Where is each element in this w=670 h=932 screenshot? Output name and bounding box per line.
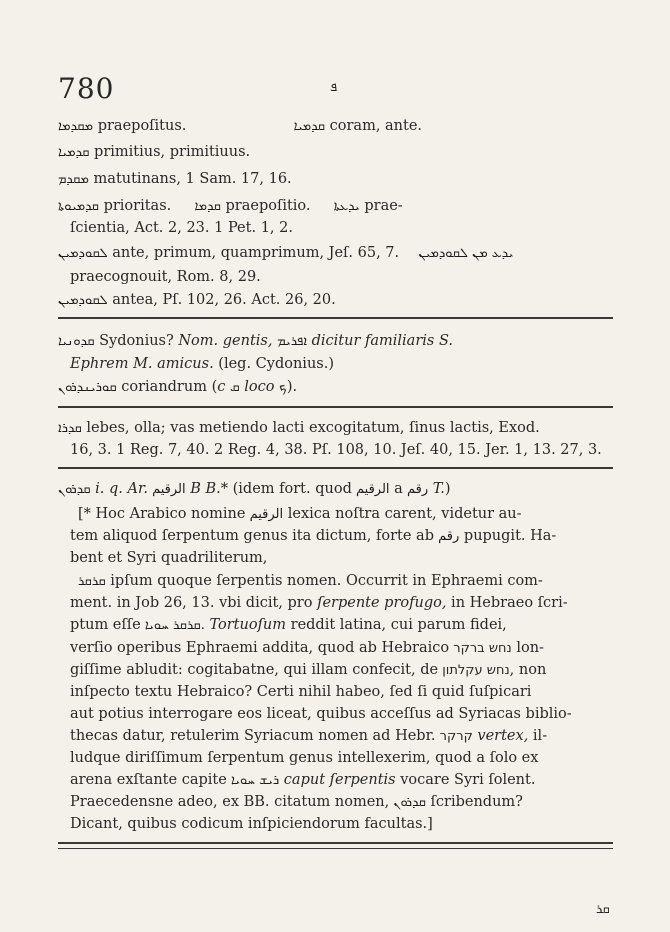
arabic-word: رقم (434, 529, 460, 544)
note-line (70, 771, 535, 790)
note-text: inſpecto textu Hebraico? Certi nihil habeo, ſed ſi quid ſuſpicari (70, 684, 532, 700)
syriac-word: ܩܕܡܝܐ (293, 119, 326, 134)
gloss: ܟ). (274, 379, 298, 395)
hebrew-word: נחש עקלתון (438, 663, 510, 678)
footer-rule (58, 842, 613, 844)
page-number: 780 (58, 72, 115, 105)
gloss: ſcientia, Act. 2, 23. 1 Pet. 1, 2. (70, 220, 293, 236)
note-line (70, 683, 531, 701)
gloss-italic: i. q. Ar. (90, 481, 148, 497)
entry-line (70, 268, 261, 286)
gloss: (leg. Cydonius.) (213, 356, 334, 372)
note-italic: ſerpente profugo, (312, 595, 447, 611)
syriac-word: ܩܕܡܝܐ (58, 145, 90, 160)
syriac-word: ܡܩܕܡܐ (58, 119, 94, 134)
syriac-word: ܩܕܪܐ (58, 421, 82, 436)
entry-line (58, 291, 336, 310)
note-text: ludque diriſſimum ſerpentum genus intellexerim, quod a ſolo ex (70, 750, 539, 766)
gloss: a (389, 481, 403, 497)
note-text: il- (528, 728, 548, 744)
gloss-italic: loco (239, 379, 275, 395)
note-line (70, 793, 523, 812)
gloss: prioritas. (98, 198, 172, 214)
gloss: praepoſitus. (93, 118, 187, 134)
gloss: (idem fort. quod (232, 481, 352, 497)
gloss: 16, 3. 1 Reg. 7, 40. 2 Reg. 4, 38. Pſ. 108, 10. Jeſ. 40, 15. Jer. 1, 13. 27, 3. (70, 442, 602, 458)
syriac-word: ܩܪܩܪ (78, 574, 106, 589)
gloss: primitius, primitiuus. (89, 144, 251, 160)
note-italic: caput ſerpentis (279, 772, 396, 788)
note-text: lexica noſtra carent, videtur au- (283, 506, 522, 522)
note-text: giſſime abludit: cogitabatne, qui illam confecit, de (70, 662, 439, 678)
gloss: ) (444, 481, 451, 497)
note-text: Praecedensne adeo, ex BB. citatum nomen, (70, 794, 390, 810)
note-text: pupugit. Ha- (459, 528, 557, 544)
syriac-word: ܩܕܪܘܢ (389, 795, 426, 810)
hebrew-word: קרקר (435, 729, 473, 744)
gloss: praepoſitio. (220, 198, 311, 214)
note-line (70, 661, 546, 680)
gloss-italic: c (217, 379, 226, 395)
gloss: lebes, olla; vas metiendo lacti excogitatum, ſinus lactis, Exod. (81, 420, 540, 436)
entry-line (58, 378, 297, 397)
gloss-italic: T. (428, 481, 445, 497)
entry-line (58, 197, 403, 216)
gloss-italic: Ephrem M. amicus. (70, 356, 214, 372)
gloss-italic: B B.* (185, 481, 229, 497)
syriac-word: ܡܩܕܡ (58, 172, 89, 187)
syriac-word: ܝܕܥܬܐ (333, 199, 360, 214)
note-text: bent et Syri quadriliterum, (70, 550, 268, 566)
note-line (70, 815, 433, 833)
entry-line (58, 419, 540, 438)
note-line (70, 749, 538, 767)
gloss-italic: dicitur familiaris S. (307, 333, 453, 349)
arabic-word: رقم (402, 482, 429, 497)
arabic-word: الرقيم (147, 482, 186, 497)
note-text: arena exſtante capite (70, 772, 227, 788)
note-text: [* Hoc Arabico nomine (78, 506, 246, 522)
note-text: reddit latina, cui parum fidei, (286, 617, 507, 633)
syriac-word: ܠܩܘܕܡܝܢ (58, 293, 108, 308)
gloss: ante, primum, quamprimum, Jeſ. 65, 7. (107, 245, 400, 261)
section-rule (58, 467, 613, 469)
note-text: aut potius interrogare eos liceat, quibus acceſſus ad Syriacas biblio- (70, 706, 572, 722)
syriac-word: ܩܕܡܝܘܬܐ (58, 199, 99, 214)
syriac-word: ܠܩܘܕܡܝܢ (58, 246, 108, 261)
syriac-word: ܝܕܥ ܡܢ ܠܩܘܕܡܝܢ (418, 246, 514, 261)
note-line (70, 594, 568, 612)
note-text: tem aliquod ſerpentum genus ita dictum, forte ab (70, 528, 434, 544)
note-line (70, 639, 544, 658)
entry-line (58, 332, 453, 351)
note-text: vocare Syri ſolent. (395, 772, 536, 788)
entry-line (58, 170, 292, 189)
note-line (70, 616, 507, 635)
entry-line (58, 480, 451, 499)
note-line (70, 705, 572, 723)
entry-line (58, 244, 513, 263)
note-line (70, 727, 547, 746)
arabic-word: الرقيم (351, 482, 390, 497)
section-rule (58, 317, 613, 319)
gloss: prae- (359, 198, 403, 214)
note-text: thecas datur, retulerim Syriacum nomen ad Hebr. (70, 728, 436, 744)
gloss-italic: Nom. gentis, (173, 333, 273, 349)
arabic-word: الرقيم (245, 507, 284, 522)
gloss: matutinans, 1 Sam. 17, 16. (88, 171, 292, 187)
gloss: antea, Pſ. 102, 26. Act. 26, 20. (107, 292, 336, 308)
catchword: ܩܪ (596, 902, 610, 917)
syriac-word: ܩܕܘܢܝܐ (58, 334, 95, 349)
note-line (78, 505, 522, 524)
gloss: coriandrum ( (116, 379, 218, 395)
syriac-word: ܩܕܡܐ (194, 199, 221, 214)
running-head-letter: ܦ (330, 80, 338, 95)
entry-line (70, 441, 602, 459)
note-italic: vertex, (472, 728, 529, 744)
syriac-word: ܪܝܫ ܚܘܝܐ (226, 773, 280, 788)
note-text: ſcribendum? (425, 794, 523, 810)
entry-line (70, 355, 334, 373)
gloss: coram, ante. (325, 118, 423, 134)
gloss: Sydonius? (94, 333, 174, 349)
hebrew-word: נחש ברקר (449, 641, 512, 656)
syriac-word: ܩܘܪܝܢܕܪܘܢ (58, 380, 117, 395)
gloss: praecognouit, Rom. 8, 29. (70, 269, 261, 285)
note-text: verſio operibus Ephraemi addita, quod ab Hebraico (70, 640, 450, 656)
syriac-word: ܩܪܩܪ ܚܘܝܐ. (140, 618, 205, 633)
entry-line (58, 117, 422, 136)
note-line (78, 572, 543, 591)
note-line (70, 527, 556, 546)
entry-line (58, 143, 250, 162)
note-text: , non (509, 662, 547, 678)
syriac-word: ܩܕܪܘܢ (58, 482, 91, 497)
note-text: ptum eſſe (70, 617, 141, 633)
note-line (70, 549, 267, 567)
footer-rule-thin (58, 848, 613, 849)
syriac-letter: ܩ (229, 380, 240, 395)
note-text: lon- (511, 640, 544, 656)
note-text: ment. in Job 26, 13. vbi dicit, pro (70, 595, 313, 611)
entry-line (70, 219, 293, 237)
syriac-word: ܐܦܪܝܡ (277, 334, 308, 349)
note-text: ipſum quoque ſerpentis nomen. Occurrit in Ephraemi com- (105, 573, 543, 589)
section-rule (58, 406, 613, 408)
note-text: in Hebraeo ſcri- (446, 595, 568, 611)
note-text: Dicant, quibus codicum inſpiciendorum facultas.] (70, 816, 433, 832)
note-italic: Tortuoſum (204, 617, 287, 633)
